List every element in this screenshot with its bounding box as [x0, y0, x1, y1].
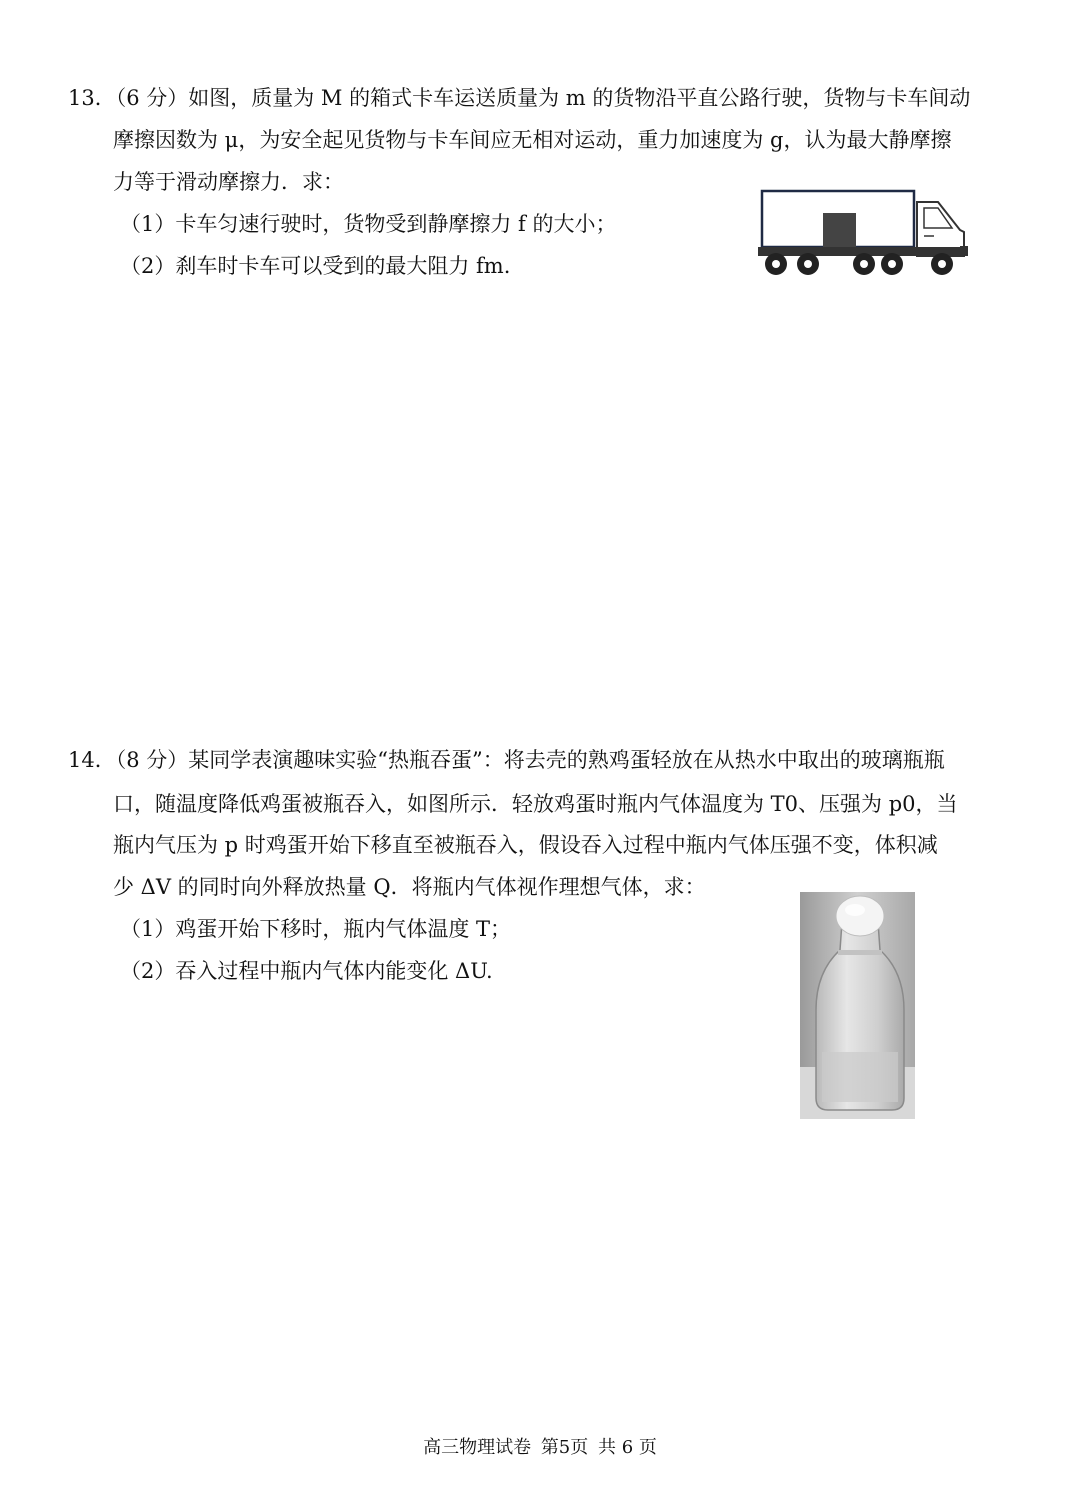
q13-subquestion-2: （2）刹车时卡车可以受到的最大阻力 fm. — [120, 254, 511, 278]
box-truck-icon — [752, 186, 977, 278]
footer-page-number: 第5页 — [540, 1437, 589, 1458]
footer-total-pages: 共 6 页 — [598, 1437, 657, 1458]
footer-exam-title: 高三物理试卷 — [423, 1437, 532, 1458]
q14-stem-line-1: 14．（8 分）某同学表演趣味实验“热瓶吞蛋”：将去壳的熟鸡蛋轻放在从热水中取出的玻璃瓶瓶 — [68, 748, 945, 772]
q13-stem-line-3: 力等于滑动摩擦力．求： — [113, 170, 344, 194]
q14-stem-line-3: 瓶内气压为 p 时鸡蛋开始下移直至被瓶吞入，假设吞入过程中瓶内气体压强不变，体积减 — [113, 833, 938, 857]
q14-subquestion-2: （2）吞入过程中瓶内气体内能变化 ΔU. — [120, 959, 493, 983]
q13-stem-line-2: 摩擦因数为 μ，为安全起见货物与卡车间应无相对运动，重力加速度为 g，认为最大静摩擦 — [113, 128, 952, 152]
q13-stem-line-1: 13．（6 分）如图，质量为 M 的箱式卡车运送质量为 m 的货物沿平直公路行驶，货物与卡车间动 — [68, 86, 971, 110]
page-footer — [0, 1433, 1080, 1459]
q13-subquestion-1: （1）卡车匀速行驶时，货物受到静摩擦力 f 的大小； — [120, 212, 617, 236]
q14-stem-line-2: 口，随温度降低鸡蛋被瓶吞入，如图所示．轻放鸡蛋时瓶内气体温度为 T0、压强为 p0，当 — [113, 792, 958, 816]
q14-stem-line-4: 少 ΔV 的同时向外释放热量 Q．将瓶内气体视作理想气体，求： — [113, 875, 706, 899]
q14-subquestion-1: （1）鸡蛋开始下移时，瓶内气体温度 T； — [120, 917, 512, 941]
glass-bottle-with-egg-icon — [800, 892, 915, 1119]
truck-figure — [752, 186, 977, 278]
bottle-photo — [800, 892, 915, 1119]
